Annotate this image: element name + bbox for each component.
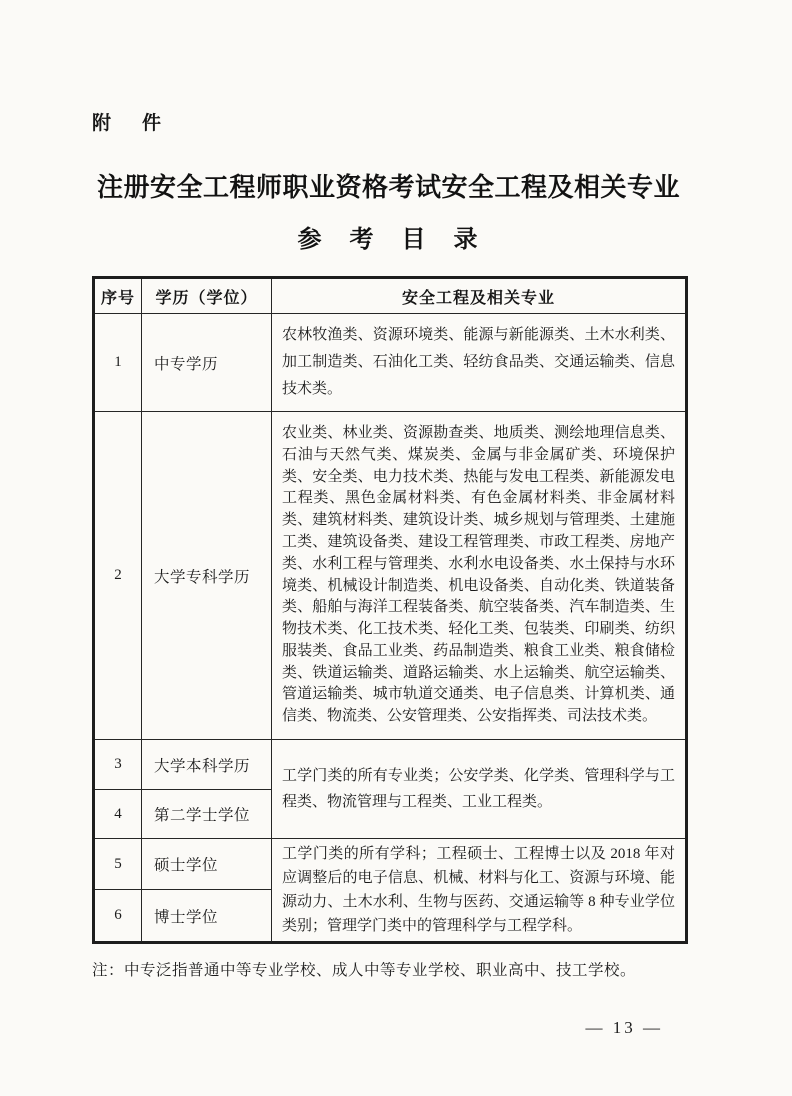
majors-cell: 农林牧渔类、资源环境类、能源与新能源类、土木水利类、加工制造类、石油化工类、轻纺食品类、交通运输类、信息技术类。 [272, 314, 687, 412]
row-number: 5 [94, 839, 142, 890]
degree-cell: 大学本科学历 [142, 740, 272, 790]
page-number: — 13 — [585, 1018, 663, 1037]
attachment-label: 附 件 [92, 113, 168, 134]
row-number: 3 [94, 740, 142, 790]
majors-cell-merged: 工学门类的所有专业类；公安学类、化学类、管理科学与工程类、物流管理与工程类、工业工程类。 [272, 740, 687, 839]
row-number: 1 [94, 314, 142, 412]
degree-cell: 第二学士学位 [142, 790, 272, 839]
degree-cell: 大学专科学历 [142, 412, 272, 740]
majors-table [92, 276, 688, 944]
table-row [94, 740, 687, 790]
majors-cell: 农业类、林业类、资源勘查类、地质类、测绘地理信息类、石油与天然气类、煤炭类、金属与非金属矿类、环境保护类、安全类、电力技术类、热能与发电工程类、新能源发电工程类、黑色金属材料类、有色金属材料类、非金属材料类、建筑材料类、建筑设计类、城乡规划与管理类、土建施工类、建筑设备类、建设工程管理类、市政工程类、房地产类、水利工程与管理类、水利水电设备类、水土保持与水环境类、机械设计制造类、机电设备类、自动化类、铁道装备类、船舶与海洋工程装备类、航空装备类、汽车制造类、生物技术类、化工技术类、轻化工类、包装类、印刷类、纺织服装类、食品工业类、药品制造类、粮食工业类、粮食储检类、铁道运输类、道路运输类、水上运输类、航空运输类、管道运输类、城市轨道交通类、电子信息类、计算机类、通信类、物流类、公安管理类、公安指挥类、司法技术类。 [272, 412, 687, 740]
degree-cell: 博士学位 [142, 890, 272, 943]
col-header-majors: 安全工程及相关专业 [272, 278, 687, 314]
degree-cell: 硕士学位 [142, 839, 272, 890]
row-number: 6 [94, 890, 142, 943]
table-row [94, 839, 687, 890]
degree-cell: 中专学历 [142, 314, 272, 412]
table-header-row [94, 278, 687, 314]
row-number: 4 [94, 790, 142, 839]
row-number: 2 [94, 412, 142, 740]
col-header-seq: 序号 [94, 278, 142, 314]
col-header-degree: 学历（学位） [142, 278, 272, 314]
table-row [94, 412, 687, 740]
document-title: 注册安全工程师职业资格考试安全工程及相关专业 [96, 172, 680, 202]
table-row [94, 314, 687, 412]
footnote: 注：中专泛指普通中等专业学校、成人中等专业学校、职业高中、技工学校。 [92, 962, 637, 979]
document-subtitle: 参 考 目 录 [297, 226, 480, 253]
majors-cell-merged: 工学门类的所有学科；工程硕士、工程博士以及 2018 年对应调整后的电子信息、机械、材料与化工、资源与环境、能源动力、土木水利、生物与医药、交通运输等 8 种专业学位类别；管理学门类中的管理科学与工程学科。 [272, 839, 687, 943]
